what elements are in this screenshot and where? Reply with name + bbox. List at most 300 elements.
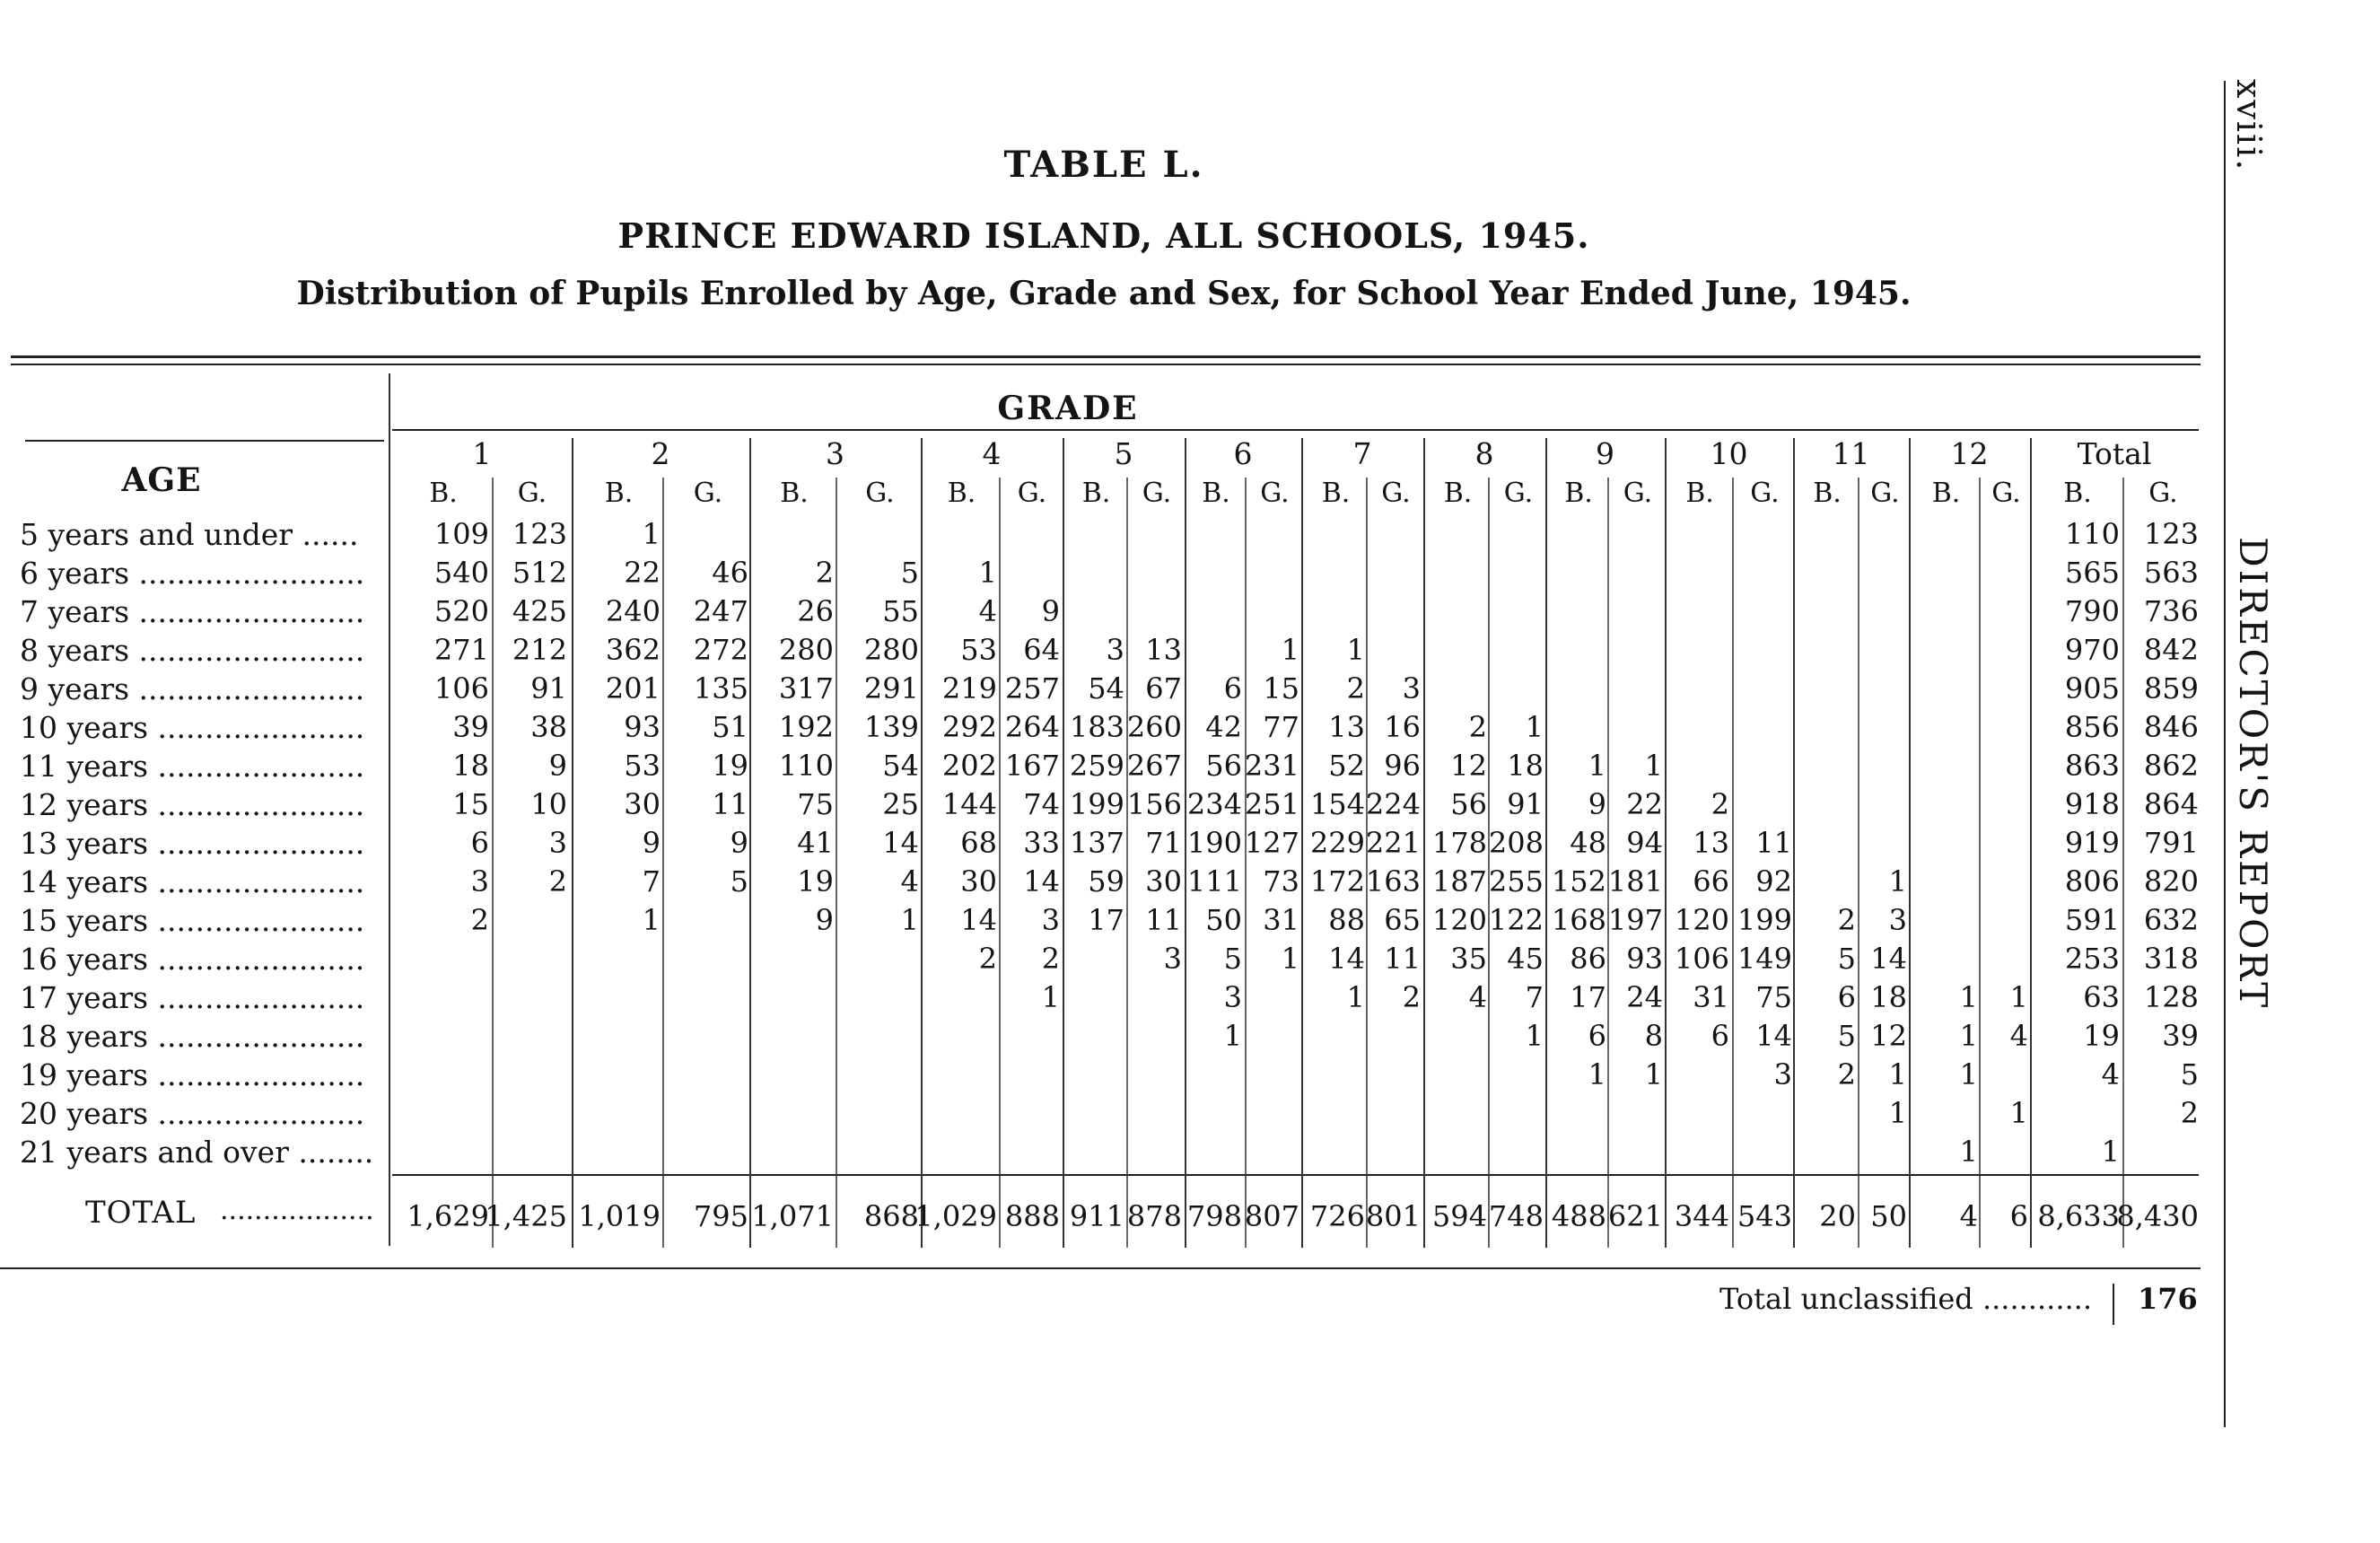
table-cell: 5 [2180,1057,2199,1091]
table-cell: 92 [1755,864,1792,899]
girls-header: G. [1381,478,1411,509]
table-cell: 59 [1088,864,1124,899]
table-cell: 540 [433,556,489,590]
table-cell: 16 [1384,710,1421,744]
table-cell: 208 [1488,826,1544,860]
table-cell: 3 [470,864,489,899]
table-cell: 181 [1607,864,1663,899]
table-cell: 842 [2143,633,2199,667]
table-cell: 135 [693,671,748,706]
table-cell: 425 [512,594,567,628]
table-cell: 257 [1004,671,1060,706]
girls-header: G. [865,478,895,509]
age-label: 13 years ...................... [20,826,365,861]
table-cell: 231 [1244,749,1299,783]
table-cell: 9 [642,826,661,860]
table-cell: 240 [605,594,661,628]
table-cell: 563 [2143,556,2199,590]
table-cell: 149 [1737,942,1792,976]
table-cell: 1 [1041,980,1060,1014]
table-cell: 199 [1737,903,1792,937]
girls-header: G. [1503,478,1534,509]
table-cell: 267 [1126,749,1182,783]
total-cell: 795 [693,1199,748,1233]
table-cell: 30 [960,864,997,899]
grade-divider [1909,438,1911,1248]
table-cell: 120 [1431,903,1487,937]
table-cell: 19 [712,749,748,783]
table-cell: 863 [2064,749,2120,783]
table-cell: 264 [1004,710,1060,744]
sex-divider [836,478,837,1248]
table-cell: 178 [1431,826,1487,860]
table-cell: 54 [1088,671,1124,706]
table-cell: 2 [548,864,567,899]
table-cell: 7 [642,864,661,899]
table-cell: 4 [1468,980,1487,1014]
total-cell: 50 [1870,1199,1907,1233]
table-cell: 9 [815,903,834,937]
table-cell: 18 [1870,980,1907,1014]
total-cell: 8,430 [2116,1199,2199,1233]
total-cell: 748 [1488,1199,1544,1233]
table-cell: 4 [2101,1057,2120,1091]
table-cell: 1 [1525,710,1544,744]
table-cell: 110 [2064,517,2120,551]
table-cell: 212 [512,633,567,667]
table-cell: 75 [797,787,834,821]
table-cell: 1 [1223,1019,1242,1053]
age-label: 8 years ........................ [20,633,365,668]
table-cell: 1 [1959,1057,1978,1091]
table-cell: 234 [1186,787,1242,821]
table-cell: 201 [605,671,661,706]
girls-header: G. [1870,478,1900,509]
table-cell: 318 [2143,942,2199,976]
age-header: AGE [121,461,202,499]
table-cell: 139 [863,710,919,744]
boys-header: B. [2063,478,2092,509]
table-cell: 14 [1870,942,1907,976]
table-cell: 93 [624,710,661,744]
table-cell: 111 [1186,864,1242,899]
sex-divider [1245,478,1247,1248]
table-cell: 790 [2064,594,2120,628]
age-column-rule [389,373,390,1246]
table-cell: 7 [1525,980,1544,1014]
age-label: 20 years ...................... [20,1096,365,1131]
table-cell: 192 [778,710,834,744]
table-cell: 120 [1674,903,1729,937]
table-cell: 74 [1023,787,1060,821]
total-cell: 807 [1244,1199,1299,1233]
table-cell: 520 [433,594,489,628]
total-cell: 543 [1737,1199,1792,1233]
table-cell: 1 [1888,864,1907,899]
table-cell: 39 [452,710,489,744]
boys-header: B. [1564,478,1593,509]
table-cell: 219 [941,671,997,706]
table-cell: 919 [2064,826,2120,860]
table-cell: 864 [2143,787,2199,821]
table-cell: 48 [1570,826,1606,860]
table-cell: 152 [1551,864,1606,899]
table-cell: 122 [1488,903,1544,937]
table-cell: 51 [712,710,748,744]
table-cell: 229 [1309,826,1365,860]
table-cell: 123 [512,517,567,551]
age-label: 18 years ...................... [20,1019,365,1054]
table-cell: 63 [2083,980,2120,1014]
unclassified-value: 176 [2138,1282,2198,1316]
total-cell: 726 [1309,1199,1365,1233]
grade-number: 1 [472,436,492,471]
table-cell: 199 [1069,787,1124,821]
table-cell: 19 [797,864,834,899]
table-cell: 565 [2064,556,2120,590]
table-cell: 52 [1328,749,1365,783]
sex-divider [1858,478,1859,1248]
total-cell: 798 [1186,1199,1242,1233]
table-cell: 259 [1069,749,1124,783]
table-cell: 4 [2009,1019,2028,1053]
table-cell: 1 [642,517,661,551]
boys-header: B. [1931,478,1961,509]
table-cell: 13 [1328,710,1365,744]
table-cell: 736 [2143,594,2199,628]
table-cell: 820 [2143,864,2199,899]
total-cell: 1,019 [578,1199,661,1233]
table-cell: 272 [693,633,748,667]
total-cell: 868 [863,1199,919,1233]
table-cell: 3 [1041,903,1060,937]
table-cell: 1 [978,556,997,590]
table-cell: 224 [1365,787,1421,821]
table-cell: 110 [778,749,834,783]
grade-number: 2 [651,436,670,471]
age-label: 15 years ...................... [20,903,365,938]
table-cell: 187 [1431,864,1487,899]
table-cell: 144 [941,787,997,821]
table-cell: 280 [863,633,919,667]
age-label: 5 years and under ...... [20,517,359,552]
table-cell: 1 [1959,1019,1978,1053]
girls-header: G. [1750,478,1780,509]
sex-divider [662,478,664,1248]
page-number: xviii. [2229,79,2269,172]
table-cell: 94 [1626,826,1663,860]
sex-divider [492,478,494,1248]
table-cell: 5 [730,864,748,899]
table-cell: 3 [1888,903,1907,937]
table-cell: 64 [1023,633,1060,667]
table-cell: 5 [1837,1019,1856,1053]
table-cell: 12 [1870,1019,1907,1053]
boys-header: B. [1321,478,1351,509]
table-cell: 2 [815,556,834,590]
sex-divider [1732,478,1734,1248]
table-cell: 2 [2180,1096,2199,1130]
table-cell: 15 [1263,671,1299,706]
table-cell: 2 [1346,671,1365,706]
unclassified-label: Total unclassified ............ [1719,1282,2092,1316]
table-cell: 106 [1674,942,1729,976]
girls-header: G. [693,478,723,509]
table-cell: 18 [1507,749,1544,783]
boys-header: B. [1813,478,1842,509]
total-cell: 6 [2009,1199,2028,1233]
grade-rule [392,429,2199,431]
table-cell: 3 [1223,980,1242,1014]
table-cell: 86 [1570,942,1606,976]
sex-divider [999,478,1001,1248]
total-cell: 801 [1365,1199,1421,1233]
age-label: 9 years ........................ [20,671,365,706]
table-cell: 3 [1106,633,1124,667]
table-cell: 5 [1837,942,1856,976]
table-cell: 56 [1205,749,1242,783]
sex-divider [1488,478,1490,1248]
table-cell: 45 [1507,942,1544,976]
table-cell: 19 [2083,1019,2120,1053]
boys-header: B. [1443,478,1473,509]
table-cell: 30 [624,787,661,821]
table-cell: 1 [1959,1135,1978,1169]
table-cell: 77 [1263,710,1299,744]
age-rule [25,440,384,442]
table-cell: 6 [470,826,489,860]
table-cell: 24 [1626,980,1663,1014]
table-cell: 4 [900,864,919,899]
table-cell: 1 [2101,1135,2120,1169]
girls-header: G. [1142,478,1172,509]
table-cell: 91 [530,671,567,706]
table-cell: 15 [452,787,489,821]
table-cell: 167 [1004,749,1060,783]
table-title: TABLE L. [1003,144,1204,186]
table-cell: 859 [2143,671,2199,706]
total-label: TOTAL [85,1195,197,1231]
age-label: 12 years ...................... [20,787,365,822]
table-cell: 156 [1126,787,1182,821]
top-rule-thick [11,355,2201,358]
table-cell: 271 [433,633,489,667]
table-cell: 53 [960,633,997,667]
table-cell: 1 [1588,749,1606,783]
grade-number: 11 [1832,436,1870,471]
table-cell: 1 [900,903,919,937]
table-cell: 14 [882,826,919,860]
bottom-rule [0,1267,2201,1269]
table-cell: 96 [1384,749,1421,783]
total-cell: 488 [1551,1199,1606,1233]
table-cell: 591 [2064,903,2120,937]
table-cell: 1 [1281,942,1299,976]
total-cell: 1,629 [407,1199,489,1233]
table-cell: 127 [1244,826,1299,860]
total-cell: 594 [1431,1199,1487,1233]
table-cell: 291 [863,671,919,706]
table-cell: 67 [1145,671,1182,706]
table-cell: 9 [1588,787,1606,821]
top-rule-thin [11,364,2201,365]
table-cell: 42 [1205,710,1242,744]
table-cell: 22 [624,556,661,590]
table-cell: 73 [1263,864,1299,899]
table-cell: 2 [1041,942,1060,976]
table-cell: 190 [1186,826,1242,860]
table-cell: 862 [2143,749,2199,783]
table-cell: 65 [1384,903,1421,937]
table-cell: 33 [1023,826,1060,860]
grade-number: 7 [1352,436,1372,471]
table-cell: 128 [2143,980,2199,1014]
table-caption: Distribution of Pupils Enrolled by Age, Grade and Sex, for School Year Ended June, 1945. [296,275,1912,312]
table-cell: 247 [693,594,748,628]
table-cell: 1 [2009,1096,2028,1130]
table-cell: 970 [2064,633,2120,667]
table-cell: 56 [1450,787,1487,821]
total-cell: 911 [1069,1199,1124,1233]
girls-header: G. [2148,478,2178,509]
table-cell: 18 [452,749,489,783]
table-cell: 26 [797,594,834,628]
table-cell: 71 [1145,826,1182,860]
table-cell: 14 [1023,864,1060,899]
age-label: 19 years ...................... [20,1057,365,1092]
table-cell: 8 [1644,1019,1663,1053]
age-label: 6 years ........................ [20,556,365,591]
table-cell: 253 [2064,942,2120,976]
table-cell: 846 [2143,710,2199,744]
girls-header: G. [1623,478,1653,509]
table-cell: 30 [1145,864,1182,899]
table-cell: 12 [1450,749,1487,783]
table-cell: 905 [2064,671,2120,706]
table-cell: 183 [1069,710,1124,744]
table-cell: 168 [1551,903,1606,937]
total-cell: 4 [1959,1199,1978,1233]
table-cell: 1 [1888,1057,1907,1091]
table-cell: 6 [1223,671,1242,706]
table-cell: 14 [1328,942,1365,976]
table-cell: 6 [1837,980,1856,1014]
total-cell: 20 [1819,1199,1856,1233]
table-cell: 3 [1163,942,1182,976]
table-cell: 5 [900,556,919,590]
total-leader-dots: .................. [220,1195,374,1226]
table-cell: 154 [1309,787,1365,821]
table-cell: 31 [1693,980,1729,1014]
table-cell: 197 [1607,903,1663,937]
table-cell: 14 [1755,1019,1792,1053]
table-cell: 1 [1959,980,1978,1014]
table-cell: 50 [1205,903,1242,937]
table-cell: 2 [1837,903,1856,937]
table-cell: 6 [1588,1019,1606,1053]
table-cell: 918 [2064,787,2120,821]
table-cell: 17 [1088,903,1124,937]
table-cell: 41 [797,826,834,860]
table-cell: 260 [1126,710,1182,744]
grade-number: 3 [826,436,844,471]
table-cell: 55 [882,594,919,628]
table-cell: 109 [433,517,489,551]
age-label: 21 years and over ........ [20,1135,374,1170]
girls-header: G. [1991,478,2021,509]
table-cell: 2 [978,942,997,976]
girls-header: G. [517,478,547,509]
table-cell: 9 [730,826,748,860]
table-cell: 2 [1468,710,1487,744]
table-cell: 1 [1346,633,1365,667]
table-cell: 137 [1069,826,1124,860]
table-cell: 54 [882,749,919,783]
grade-header: GRADE [997,390,1139,427]
table-cell: 88 [1328,903,1365,937]
table-cell: 3 [548,826,567,860]
grade-divider [1793,438,1795,1248]
table-cell: 46 [712,556,748,590]
sex-divider [1126,478,1128,1248]
age-label: 17 years ...................... [20,980,365,1015]
table-cell: 123 [2143,517,2199,551]
table-cell: 11 [1145,903,1182,937]
table-cell: 4 [978,594,997,628]
table-cell: 9 [548,749,567,783]
boys-header: B. [780,478,809,509]
sex-divider [1979,478,1981,1248]
table-cell: 66 [1693,864,1729,899]
table-cell: 53 [624,749,661,783]
grade-number: 5 [1114,436,1133,471]
table-cell: 3 [1773,1057,1792,1091]
table-cell: 68 [960,826,997,860]
total-cell: 1,071 [751,1199,834,1233]
table-cell: 11 [712,787,748,821]
table-cell: 3 [1402,671,1421,706]
total-cell: 888 [1004,1199,1060,1233]
girls-header: G. [1017,478,1047,509]
table-cell: 75 [1755,980,1792,1014]
age-label: 10 years ...................... [20,710,365,745]
table-cell: 163 [1365,864,1421,899]
table-cell: 13 [1693,826,1729,860]
table-cell: 9 [1041,594,1060,628]
table-cell: 2 [470,903,489,937]
table-cell: 5 [1223,942,1242,976]
table-cell: 255 [1488,864,1544,899]
total-cell: 878 [1126,1199,1182,1233]
table-cell: 1 [642,903,661,937]
table-cell: 280 [778,633,834,667]
table-cell: 1 [1588,1057,1606,1091]
table-cell: 10 [530,787,567,821]
grade-number: 9 [1596,436,1614,471]
table-cell: 38 [530,710,567,744]
table-cell: 14 [960,903,997,937]
table-cell: 2 [1711,787,1729,821]
table-cell: 292 [941,710,997,744]
grade-number: Total [2077,436,2152,471]
table-cell: 39 [2162,1019,2199,1053]
table-cell: 22 [1626,787,1663,821]
grade-number: 12 [1950,436,1989,471]
sex-divider [1366,478,1368,1248]
table-cell: 93 [1626,942,1663,976]
table-cell: 31 [1263,903,1299,937]
grade-number: 10 [1710,436,1748,471]
